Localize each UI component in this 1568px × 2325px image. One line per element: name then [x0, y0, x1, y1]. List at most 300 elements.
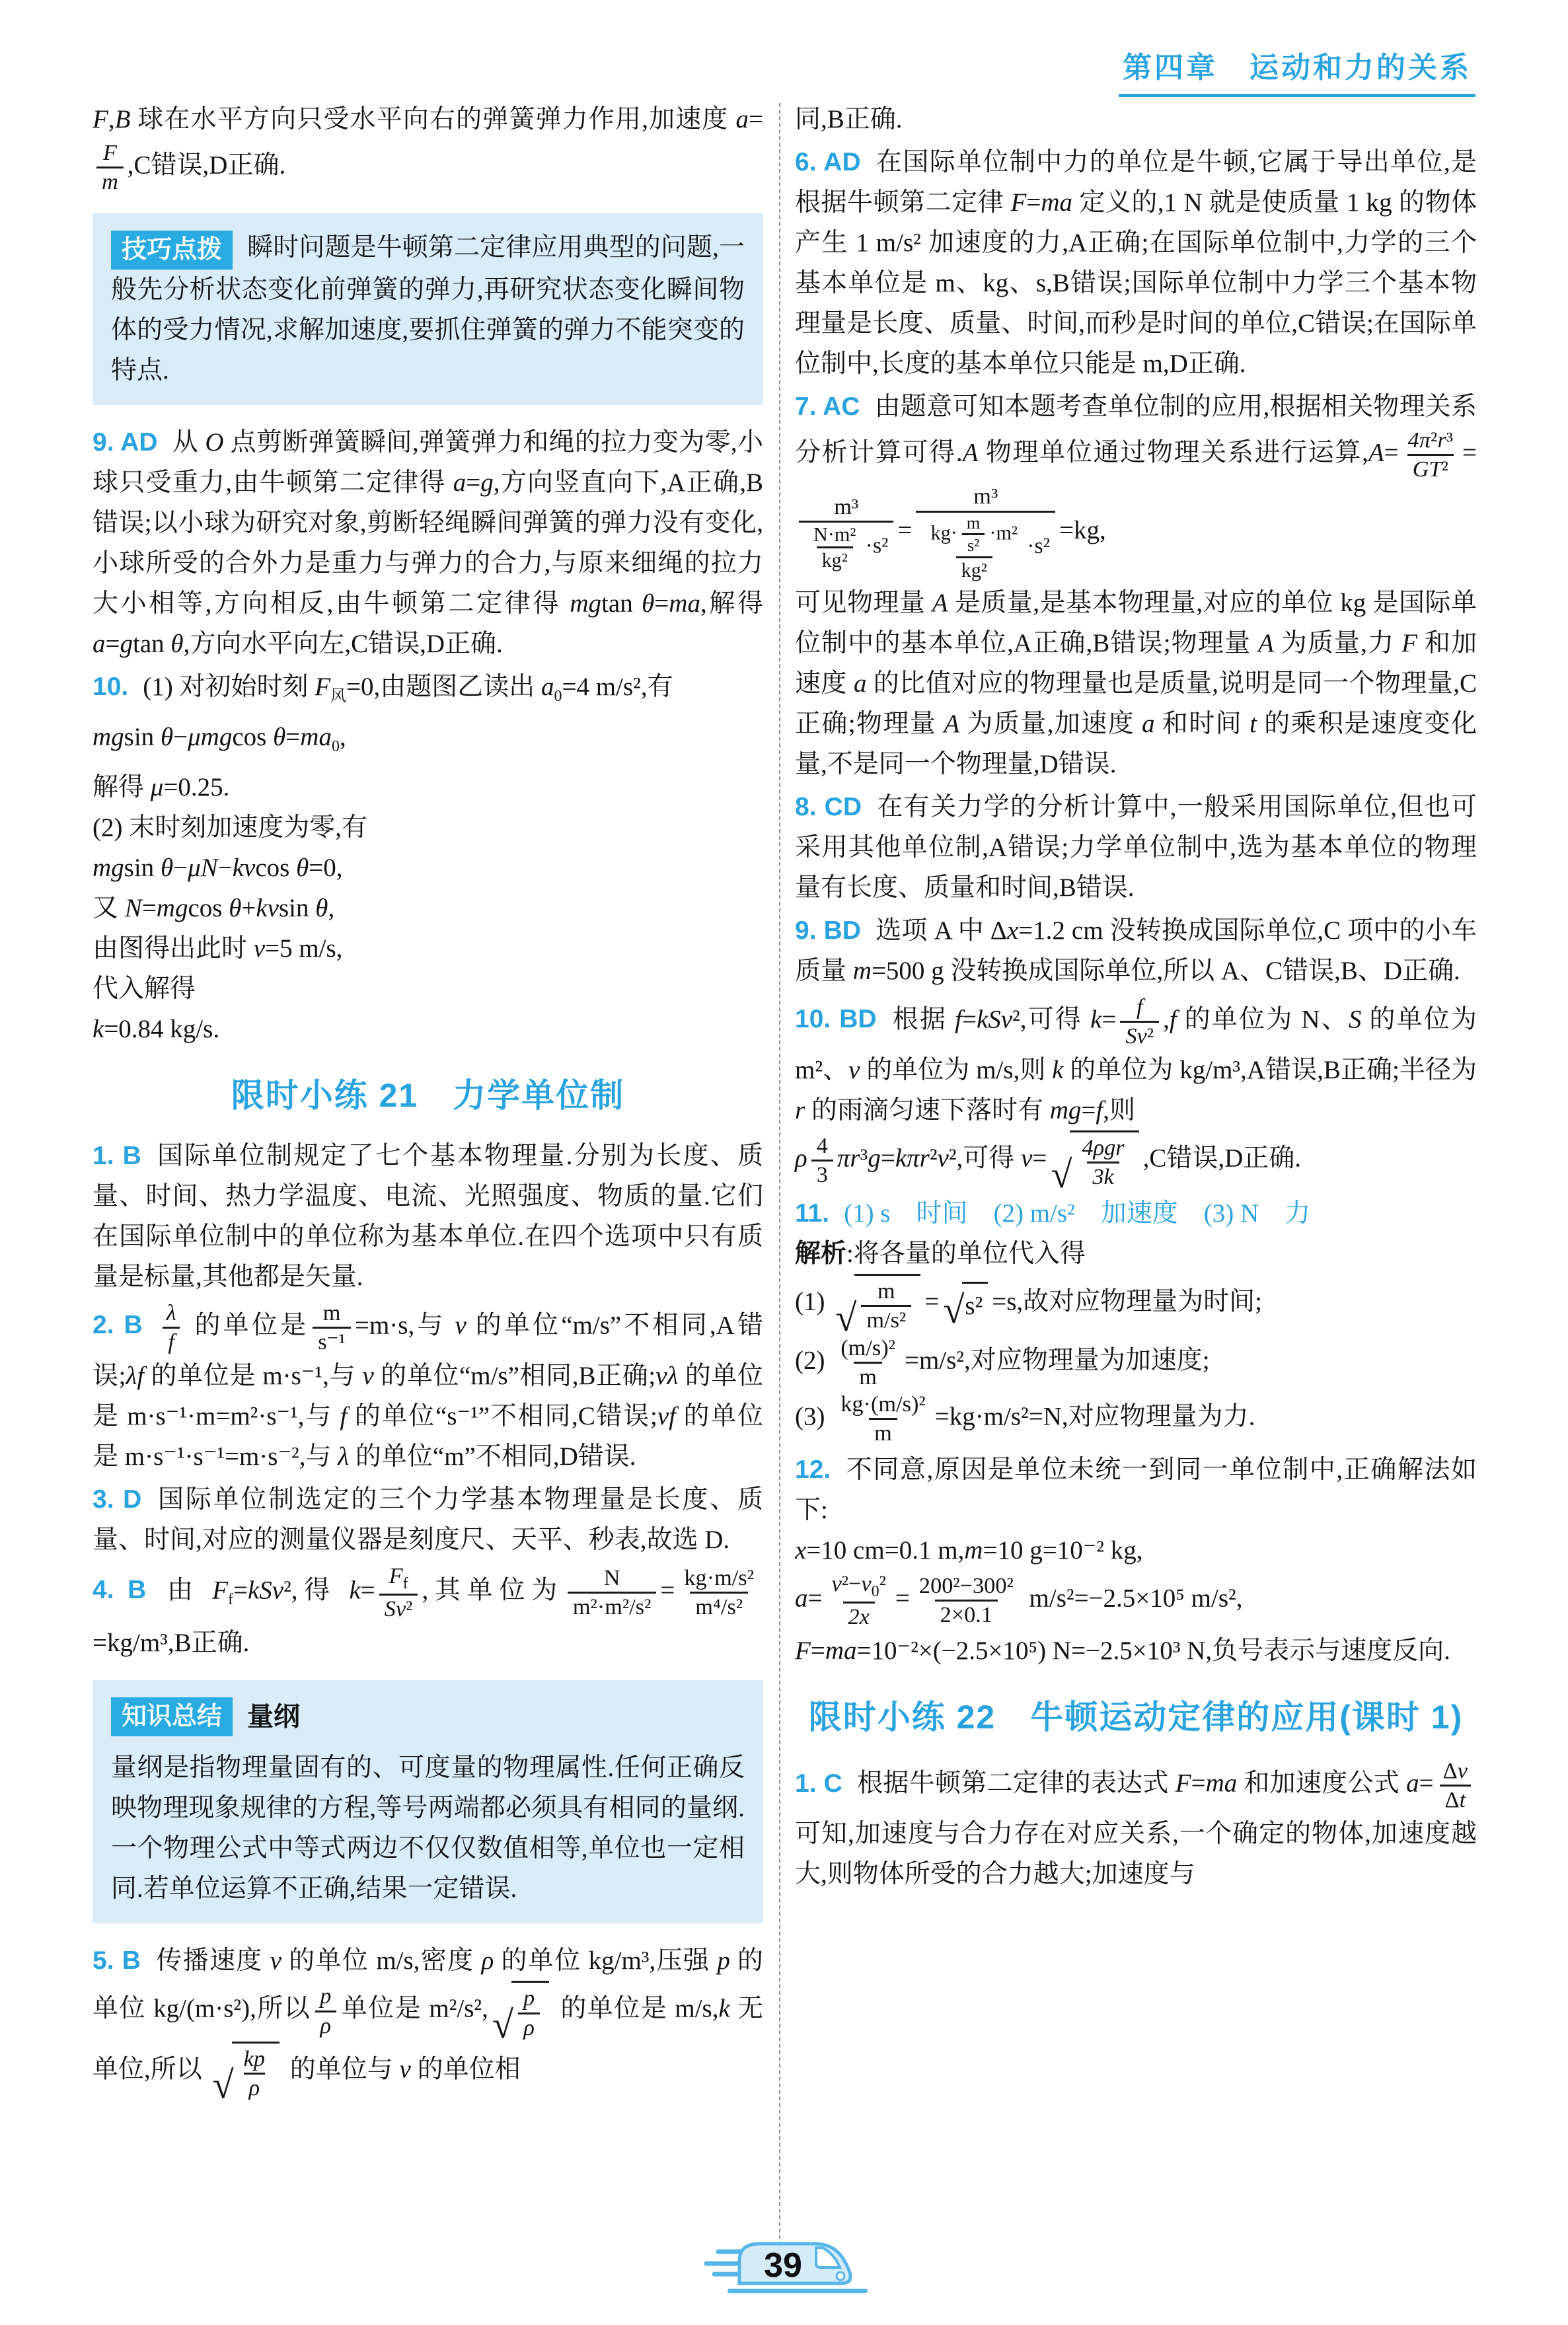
fraction: [518, 1985, 540, 2041]
text: 的单位为m²、: [795, 1005, 1477, 1084]
answer-number: 1. B: [93, 1141, 141, 1170]
fpart: kg²: [817, 546, 853, 572]
text: =: [233, 1576, 248, 1605]
summary-box-label: 知识总结: [111, 1697, 233, 1736]
subscript: 0: [871, 1583, 879, 1601]
text: ²: [1431, 427, 1438, 453]
text: sin: [124, 853, 161, 882]
fpart: 3: [811, 1160, 833, 1189]
text: ²,得: [283, 1576, 350, 1605]
fpart: N: [603, 1565, 620, 1590]
tip-box: [93, 213, 763, 405]
math: f: [1096, 1095, 1103, 1125]
math: μ: [150, 772, 164, 801]
left-column: [93, 99, 763, 2246]
subscript: f: [227, 1591, 233, 1609]
fpart: ρ: [315, 2011, 336, 2040]
math: a: [854, 669, 867, 698]
text: ·s²: [865, 533, 889, 558]
text: =: [1081, 1095, 1096, 1125]
text: 可见物理量: [795, 588, 932, 617]
text: 物理单位通过物理关系进行运算,: [978, 438, 1368, 467]
fpart: 200²−300²: [918, 1572, 1014, 1598]
fpart: p: [523, 1985, 535, 2011]
text: ·s²: [1026, 533, 1051, 558]
subscript: 0: [554, 687, 562, 705]
text: 的单位为 m/s,则: [860, 1055, 1053, 1084]
fraction: [861, 1278, 911, 1334]
math: kv: [232, 853, 256, 882]
radical-sign: √: [943, 1288, 965, 1331]
text: 国际单位制规定了七个基本物理量.分别为长度、质量、时间、热力学温度、电流、光照强度、物质的量.它们在国际单位制中的单位称为基本单位.在四个选项中只有质量是标量,其他都是矢量.: [93, 1141, 763, 1291]
text: 单位是 m²/s²,: [340, 1994, 488, 2023]
math: v: [1457, 1758, 1468, 1784]
answer-number: 1. C: [795, 1769, 842, 1798]
text: ²−: [841, 1571, 862, 1597]
text: ²: [929, 1144, 938, 1173]
fpart: [1407, 454, 1454, 483]
text: 和时间: [1154, 709, 1250, 738]
math: ma: [1041, 188, 1073, 217]
fpart: m²·m²/s²: [568, 1592, 657, 1621]
text: 的单位为 N、: [1176, 1005, 1349, 1034]
math: mg: [93, 853, 124, 882]
math: ma: [825, 1637, 857, 1666]
fraction: [679, 1565, 759, 1621]
text: 国际单位制选定的三个力学基本物理量是长度、质量、时间,对应的测量仪器是刻度尺、天平、秒表,故选 D.: [93, 1485, 763, 1554]
fpart: f: [163, 1327, 180, 1356]
text: Δ: [1442, 1758, 1458, 1784]
fpart: m: [877, 1278, 895, 1304]
math: v: [831, 1571, 842, 1597]
text: 的雨滴匀速下落时有: [805, 1095, 1050, 1125]
math: B: [114, 105, 131, 133]
text: 解得: [93, 772, 151, 801]
fpart: 2×0.1: [935, 1600, 998, 1629]
text: −: [173, 853, 188, 882]
math: t: [1250, 709, 1257, 738]
answer-item: [93, 667, 763, 1049]
text: ²: [1146, 1023, 1154, 1049]
fpart: [1070, 1130, 1139, 1191]
math: r: [795, 1095, 805, 1125]
fpart: [962, 1282, 988, 1326]
text: ,C错误,D正确.: [1142, 1144, 1302, 1173]
math: v: [270, 1946, 282, 1975]
text: s²: [965, 1292, 983, 1321]
math: A: [1258, 628, 1274, 657]
text: 无单位,所以: [93, 1994, 763, 2084]
math: a: [795, 1584, 808, 1613]
math: v: [861, 1571, 872, 1597]
subscript: 风: [330, 687, 347, 705]
math: mg: [1049, 1095, 1082, 1125]
text: 的单位“m”不相同,D错误.: [349, 1442, 636, 1471]
text: +: [241, 893, 256, 922]
text: =: [654, 589, 669, 618]
math: θ: [642, 589, 655, 618]
fpart: kg·m/s²: [684, 1565, 754, 1590]
math: m: [852, 956, 872, 985]
math: θ: [296, 853, 309, 882]
math: a: [541, 673, 554, 702]
math: f: [955, 1005, 962, 1034]
text: 的单位是: [185, 1311, 309, 1340]
fpart: m: [966, 512, 981, 533]
fraction: [1403, 427, 1458, 483]
text: 可知,加速度与合力存在对应关系,一个确定的物体,加速度越大,则物体所受的合力越大;加速度与: [795, 1820, 1477, 1889]
math: Sv: [1125, 1023, 1147, 1049]
fpart: (m/s)²: [840, 1335, 895, 1360]
answer-item: [93, 1563, 763, 1663]
answer-number: 9. AD: [93, 428, 158, 457]
text: =4 m/s²,有: [562, 673, 673, 702]
math: ρ: [481, 1946, 494, 1975]
text: 是质量,是基本物理量,对应的单位 kg 是国际单位制中的基本单位,A正确,B错误;物理量: [795, 588, 1477, 657]
math: kπr: [895, 1144, 930, 1173]
fraction: [811, 1132, 833, 1189]
text: m/s²=−2.5×10⁵ m/s²,: [1022, 1584, 1243, 1613]
fpart: p: [320, 1983, 332, 2009]
math: v: [399, 2055, 411, 2084]
text: =500 g 没转换成国际单位,所以 A、C错误,B、D正确.: [871, 956, 1460, 985]
answer-number: 2. B: [93, 1311, 143, 1340]
fraction: [1438, 1757, 1473, 1814]
text: ,: [108, 105, 115, 133]
fpart: m³: [834, 494, 859, 519]
text: =: [1032, 1144, 1047, 1173]
answer-item: [795, 994, 1477, 1196]
text: 传播速度: [155, 1946, 270, 1975]
math: a: [93, 630, 106, 659]
text: 在有关力学的分析计算中,一般采用国际单位,但也可采用其他单位制,A错误;力学单位制中,选为基本单位的物理量有长度、质量和时间,B错误.: [795, 792, 1477, 902]
text: 的单位是 m·s⁻¹·s⁻¹=m·s⁻²,与: [93, 1401, 763, 1471]
text: 定义的,1 N 就是使质量 1 kg 的物体产生 1 m/s² 加速度的力,A正确;在国际单位制中,力学的三个基本单位是 m、kg、s,B错误;国际单位制中力学三个基本物理量是长度、质量、时间,而秒是时间的单位,C错误;在国际单位制中,长度的基本单位只能是 m,D正确.: [795, 188, 1477, 378]
text: :将各量的单位代入得: [846, 1239, 1086, 1269]
math: F: [212, 1576, 228, 1605]
text: −: [173, 722, 188, 751]
page-footer: [698, 2233, 870, 2303]
math: θ: [229, 893, 242, 922]
text: =s,故对应物理量为时间;: [992, 1287, 1262, 1316]
text: ,解得: [700, 589, 763, 618]
fpart: m: [96, 166, 124, 196]
math: kv: [256, 893, 279, 922]
fpart: [827, 1570, 891, 1602]
math: N: [124, 893, 142, 922]
text: ²,可得: [948, 1144, 1022, 1173]
math: v: [848, 1055, 860, 1084]
text: =0.25.: [163, 772, 230, 801]
fpart: kg·(m/s)²: [840, 1391, 926, 1417]
math: A: [932, 588, 948, 617]
answer-number: 10. BD: [795, 1005, 877, 1034]
math: v: [362, 1361, 374, 1390]
answer-item: [795, 142, 1477, 384]
text: ,其单位为: [422, 1576, 564, 1605]
math: F: [1401, 628, 1417, 657]
fpart: [916, 511, 1055, 583]
answer-item: [93, 1940, 763, 2107]
right-column: [795, 99, 1477, 2246]
math: v: [937, 1144, 949, 1173]
fpart: kp: [243, 2046, 266, 2071]
text: =: [810, 1637, 825, 1666]
fraction: [961, 513, 986, 557]
fraction: [799, 494, 893, 573]
text: 的单位“m/s”不相同,A错误;: [93, 1311, 763, 1390]
text: ³: [860, 1144, 868, 1173]
text: 的单位“m/s”相同,B正确;: [373, 1361, 656, 1390]
math: x: [795, 1536, 807, 1565]
text: =: [807, 1584, 823, 1613]
text: 的单位为 kg/m³,A错误,B正确;半径为: [1063, 1055, 1477, 1084]
text: =10 g=10⁻² kg,: [983, 1536, 1143, 1565]
tip-box-label: 技巧点拨: [111, 231, 233, 270]
fraction: [315, 1983, 336, 2039]
text: 由: [161, 1576, 213, 1605]
paragraph: [795, 99, 1477, 139]
text: 同,B正确.: [795, 105, 903, 133]
text: =: [360, 1576, 375, 1605]
text: sin: [124, 722, 161, 751]
math: O: [205, 428, 224, 457]
text: ,C错误,D正确.: [127, 151, 286, 180]
page-number: 39: [763, 2246, 802, 2285]
train-icon: [698, 2233, 870, 2299]
text: (2): [795, 1346, 832, 1375]
radical-sign: √: [212, 2063, 234, 2107]
answer-number: 8. CD: [795, 792, 862, 821]
text: −: [217, 853, 233, 882]
fraction: [96, 139, 124, 196]
text: =kg·m/s²=N,对应物理量为力.: [934, 1402, 1255, 1431]
text: =: [660, 1576, 675, 1605]
chapter-header: [1119, 44, 1475, 97]
text: =10 cm=0.1 m,: [806, 1536, 965, 1565]
fpart: m: [869, 1418, 897, 1447]
radical-sign: √: [492, 2003, 513, 2046]
math: θ: [170, 630, 184, 659]
text: =kg/m³,B正确.: [93, 1628, 250, 1657]
answer-number: 3. D: [93, 1485, 142, 1514]
answer-item: [93, 422, 763, 664]
math: g: [868, 1144, 881, 1173]
fraction: [835, 1391, 930, 1447]
math: v: [1021, 1144, 1033, 1173]
fraction: [161, 1300, 182, 1356]
math: ma: [669, 589, 700, 618]
text: 为质量,力: [1273, 628, 1402, 657]
answer-number: 7. AC: [795, 392, 860, 421]
text: ·m²: [989, 521, 1018, 544]
radical-sign: √: [1051, 1152, 1072, 1196]
math: F: [389, 1563, 403, 1588]
fpart: [1120, 1021, 1159, 1050]
text: tan: [601, 589, 642, 618]
math: vf: [657, 1401, 677, 1430]
math: θ: [160, 722, 174, 751]
fpart: [384, 1563, 414, 1594]
fpart: 4: [816, 1132, 828, 1158]
text: =10⁻²×(−2.5×10⁵) N=−2.5×10³ N,负号表示与速度反向.: [856, 1637, 1450, 1666]
section-heading: 限时小练 21 力学单位制: [231, 1076, 625, 1114]
text: 的单位“s⁻¹”不相同,C错误;: [347, 1401, 657, 1430]
fraction: [914, 1572, 1019, 1629]
text: ²: [879, 1571, 886, 1597]
fpart: [1087, 1162, 1119, 1191]
text: 点剪断弹簧瞬间,弹簧弹力和绳的拉力变为零,小球只受重力,由牛顿第二定律得: [93, 428, 763, 498]
fpart: [1403, 427, 1458, 454]
fpart: m⁴/s²: [690, 1592, 748, 1621]
answer-number: 11.: [795, 1199, 830, 1228]
math: f: [1169, 1005, 1177, 1034]
text: 根据牛顿第二定律的表达式: [856, 1769, 1176, 1798]
math: μN: [188, 853, 218, 882]
answer-item: [795, 910, 1477, 991]
answer-item: [795, 1193, 1477, 1447]
summary-box-body: 量纲是指物理量固有的、可度量的物理属性.任何正确反映物理现象规律的方程,等号两端都必须具有相同的量纲.一个物理公式中等式两边不仅仅数值相等,单位也一定相同.若单位运算不正确,结果一定错误.: [111, 1753, 745, 1903]
text: =: [749, 105, 763, 133]
sqrt-expression: [492, 1981, 549, 2046]
text: 根据: [891, 1005, 955, 1034]
math: λ: [338, 1442, 350, 1471]
text: =5 m/s,: [265, 934, 343, 963]
text: 的单位与: [283, 2055, 400, 2084]
fpart: [232, 2042, 280, 2102]
text: 的单位是 m/s,: [553, 1994, 719, 2023]
math: p: [717, 1946, 730, 1975]
text: 又: [93, 893, 125, 922]
text: =: [285, 722, 301, 751]
text: ²: [1441, 457, 1448, 482]
fraction: [916, 483, 1055, 582]
text: ,: [1163, 1005, 1170, 1034]
text: =: [466, 468, 481, 498]
math: x: [1006, 916, 1019, 945]
text: 在国际单位制中力的单位是牛顿,它属于导出单位,是根据牛顿第二定律: [795, 148, 1477, 217]
math: k: [718, 1994, 730, 2023]
fpart: m/s²: [861, 1305, 911, 1334]
text: (3): [795, 1402, 832, 1431]
math: Sv: [384, 1596, 406, 1621]
column-divider: [779, 103, 780, 2246]
text: ,: [339, 722, 346, 751]
text: 的单位 kg/(m·s²),所以: [93, 1946, 763, 2023]
math: F: [1175, 1769, 1191, 1798]
text: sin: [279, 893, 316, 922]
math: a: [1142, 709, 1155, 738]
text: kg·: [930, 521, 957, 544]
text: (1): [795, 1287, 832, 1316]
fraction: [379, 1563, 418, 1623]
fpart: [854, 1274, 920, 1334]
math: a: [735, 105, 749, 133]
text: 由图得出此时: [93, 934, 254, 963]
text: cos: [188, 893, 229, 922]
fpart: [799, 521, 893, 572]
math: mg: [93, 722, 124, 751]
answer-number: 9. BD: [795, 916, 861, 945]
math: λf: [126, 1361, 145, 1390]
math: f: [340, 1401, 348, 1430]
text: 的单位 m/s,密度: [281, 1946, 482, 1975]
math: A: [962, 438, 979, 467]
answer-item: [795, 1757, 1477, 1894]
text: ³: [1446, 427, 1453, 453]
math: θ: [273, 722, 286, 751]
fraction: [835, 1335, 901, 1391]
text: =: [1026, 188, 1041, 217]
text: 选项 A 中 Δ: [875, 916, 1007, 945]
text: tan: [133, 630, 171, 659]
text: =0.84 kg/s.: [104, 1014, 220, 1043]
math: 3k: [1092, 1164, 1114, 1190]
fpart: λ: [166, 1300, 176, 1325]
text: 的乘积是速度变化量,不是同一个物理量,D错误.: [795, 709, 1477, 778]
math: θ: [315, 893, 328, 922]
answer-item: [795, 1450, 1477, 1671]
answer-number: 10.: [93, 673, 129, 702]
text: (2) 末时刻加速度为零,有: [93, 813, 367, 842]
math: ma: [300, 722, 332, 751]
math: mg: [156, 893, 188, 922]
math: g: [120, 630, 133, 659]
answer-item: [795, 787, 1477, 908]
math: F: [315, 673, 331, 702]
math: ma: [1205, 1769, 1238, 1798]
math: k: [1090, 1005, 1102, 1034]
text: =0,由题图乙读出: [346, 673, 542, 702]
math: πr: [837, 1144, 860, 1173]
fpart: ρ: [244, 2073, 265, 2102]
text: =: [961, 1005, 977, 1034]
text: 的单位 kg/m³,压强: [494, 1946, 718, 1975]
subscript: 0: [331, 737, 340, 755]
text: =: [1384, 438, 1399, 467]
fraction: [568, 1565, 657, 1621]
math: A: [944, 709, 960, 738]
text: =: [1419, 1769, 1434, 1798]
math: a: [453, 468, 467, 498]
math: ρ: [795, 1144, 807, 1173]
summary-box-title: 量纲: [247, 1702, 301, 1732]
text: =0,: [309, 853, 343, 882]
fpart: [1438, 1757, 1473, 1785]
text: =: [895, 1584, 910, 1613]
math: k: [93, 1014, 104, 1043]
subscript: f: [402, 1574, 408, 1592]
text: 从: [172, 428, 205, 457]
math: vλ: [655, 1361, 679, 1390]
text: =: [924, 1287, 940, 1316]
radical-sign: √: [835, 1296, 857, 1339]
fpart: m³: [973, 484, 998, 509]
fpart: [1131, 994, 1148, 1021]
fraction: [313, 1300, 351, 1356]
blue: (1) s 时间 (2) m/s² 加速度 (3) N 力: [844, 1199, 1311, 1228]
fpart: kg²: [956, 556, 992, 582]
text: =: [141, 893, 157, 922]
sqrt-expression: [212, 2042, 280, 2107]
math: r: [1437, 427, 1446, 453]
sqrt-expression: [1051, 1130, 1139, 1196]
math: θ: [160, 853, 174, 882]
math: F: [795, 1637, 811, 1666]
text: 和加速度公式: [1237, 1769, 1407, 1798]
sqrt-expression: [943, 1282, 988, 1331]
math: f: [1136, 994, 1143, 1019]
